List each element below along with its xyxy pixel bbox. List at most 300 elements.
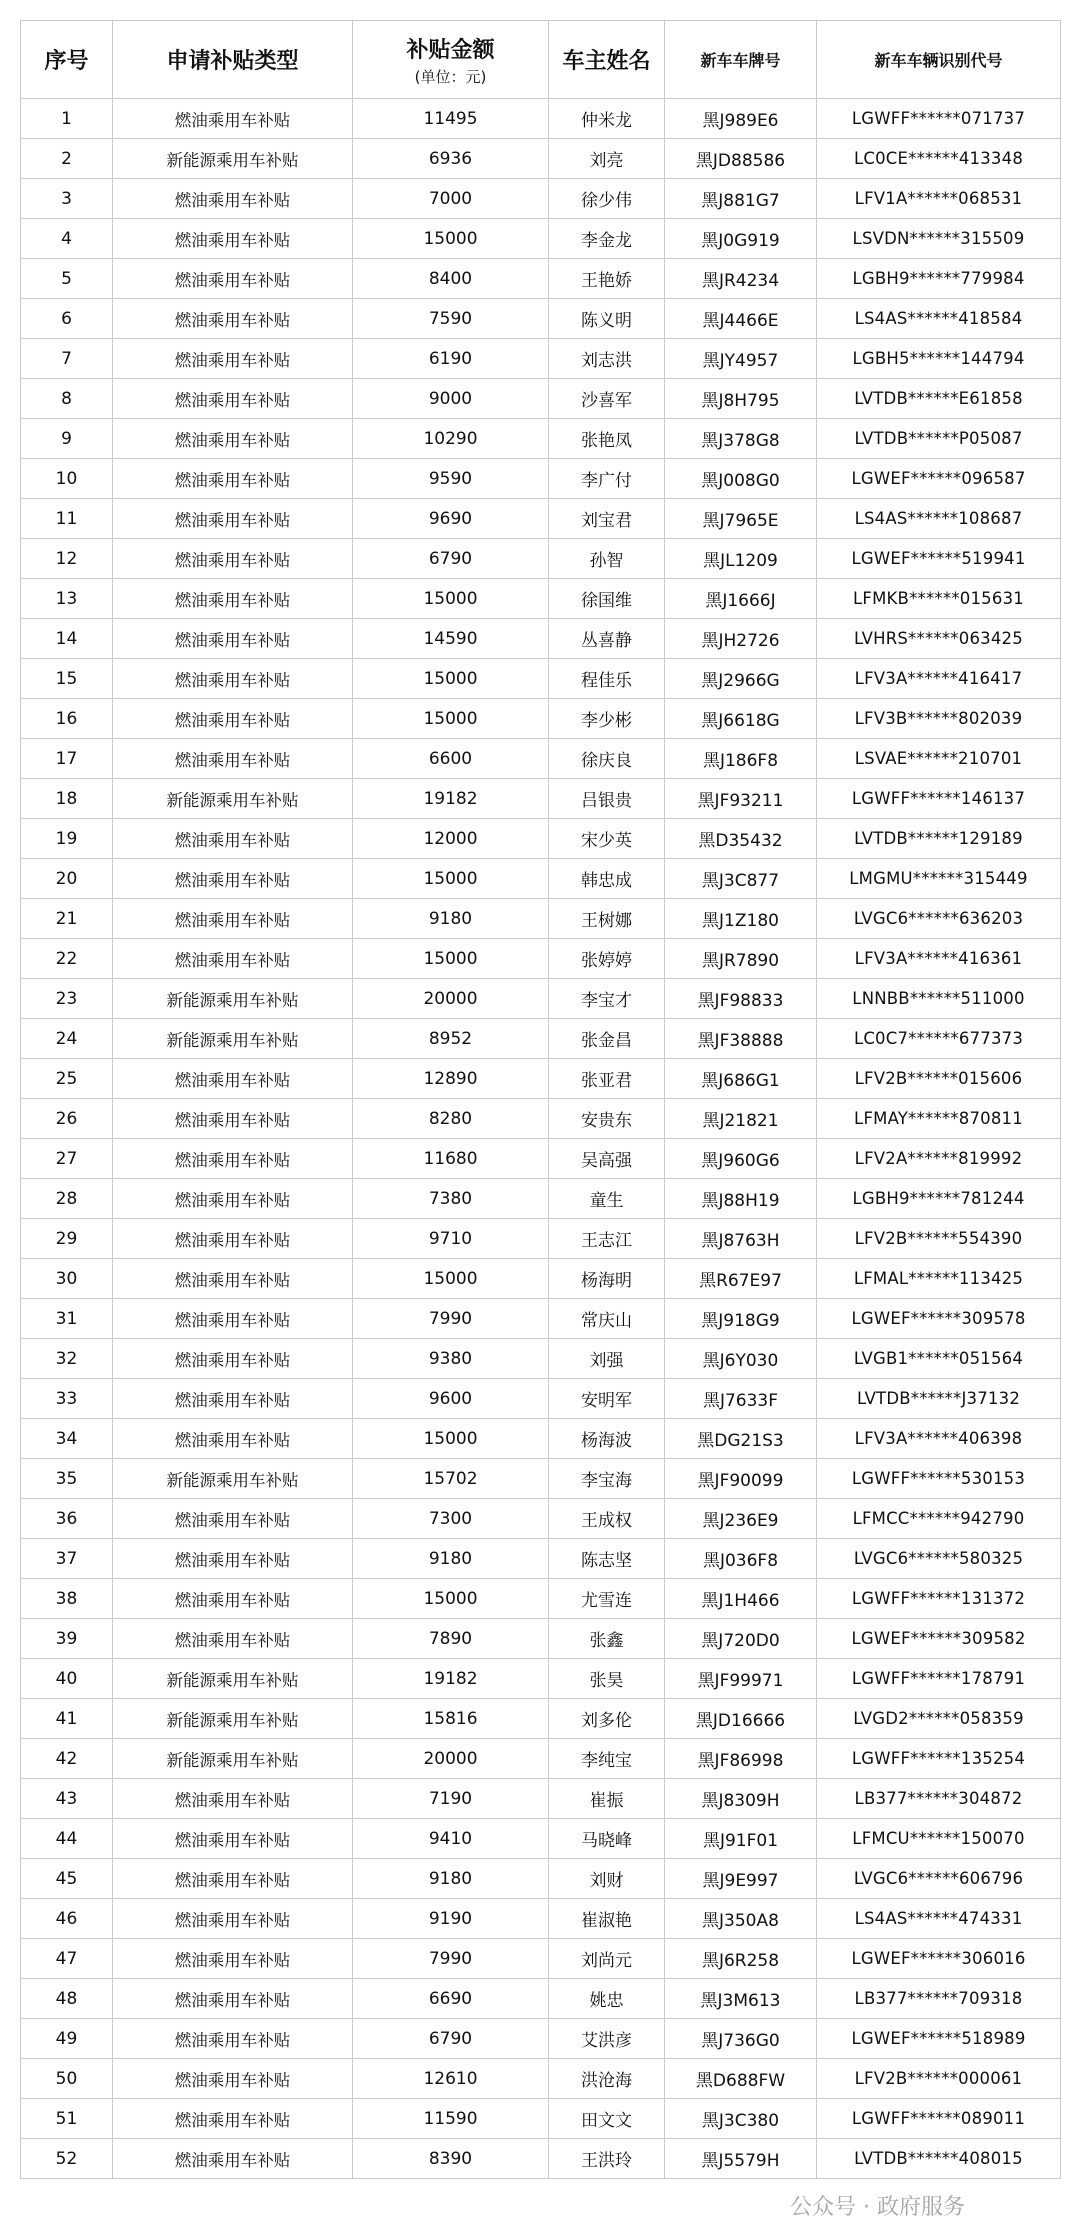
cell-subsidy-type: 新能源乘用车补贴	[113, 1019, 353, 1059]
cell-index: 39	[21, 1619, 113, 1659]
cell-plate: 黑J008G0	[665, 459, 817, 499]
cell-amount: 7890	[353, 1619, 549, 1659]
cell-subsidy-type: 燃油乘用车补贴	[113, 579, 353, 619]
header-amount	[353, 21, 549, 99]
table-row	[21, 1259, 1061, 1299]
cell-owner-name: 田文文	[549, 2099, 665, 2139]
cell-plate: 黑J8309H	[665, 1779, 817, 1819]
cell-vin: LSVDN******315509	[817, 219, 1061, 259]
cell-subsidy-type: 燃油乘用车补贴	[113, 1379, 353, 1419]
cell-owner-name: 程佳乐	[549, 659, 665, 699]
cell-subsidy-type: 燃油乘用车补贴	[113, 499, 353, 539]
cell-plate: 黑J6Y030	[665, 1339, 817, 1379]
cell-subsidy-type: 燃油乘用车补贴	[113, 899, 353, 939]
table-row	[21, 1099, 1061, 1139]
table-row	[21, 1219, 1061, 1259]
table-row	[21, 739, 1061, 779]
table-row	[21, 1059, 1061, 1099]
cell-plate: 黑R67E97	[665, 1259, 817, 1299]
cell-owner-name: 张昊	[549, 1659, 665, 1699]
cell-amount: 7590	[353, 299, 549, 339]
cell-plate: 黑J350A8	[665, 1899, 817, 1939]
cell-plate: 黑J186F8	[665, 739, 817, 779]
table-row	[21, 179, 1061, 219]
cell-vin: LNNBB******511000	[817, 979, 1061, 1019]
table-row	[21, 1979, 1061, 2019]
cell-index: 18	[21, 779, 113, 819]
cell-vin: LGBH9******781244	[817, 1179, 1061, 1219]
cell-owner-name: 常庆山	[549, 1299, 665, 1339]
cell-vin: LGWFF******131372	[817, 1579, 1061, 1619]
cell-index: 31	[21, 1299, 113, 1339]
cell-subsidy-type: 燃油乘用车补贴	[113, 339, 353, 379]
cell-amount: 15000	[353, 939, 549, 979]
cell-amount: 15000	[353, 579, 549, 619]
cell-vin: LFV2B******015606	[817, 1059, 1061, 1099]
cell-owner-name: 丛喜静	[549, 619, 665, 659]
cell-amount: 9690	[353, 499, 549, 539]
cell-plate: 黑J1H466	[665, 1579, 817, 1619]
cell-subsidy-type: 燃油乘用车补贴	[113, 379, 353, 419]
cell-plate: 黑JF86998	[665, 1739, 817, 1779]
table-row	[21, 699, 1061, 739]
cell-vin: LVGB1******051564	[817, 1339, 1061, 1379]
cell-plate: 黑J9E997	[665, 1859, 817, 1899]
cell-plate: 黑J7633F	[665, 1379, 817, 1419]
cell-owner-name: 吴高强	[549, 1139, 665, 1179]
cell-subsidy-type: 燃油乘用车补贴	[113, 1619, 353, 1659]
table-row	[21, 539, 1061, 579]
cell-plate: 黑J881G7	[665, 179, 817, 219]
cell-vin: LGWEF******096587	[817, 459, 1061, 499]
cell-plate: 黑D35432	[665, 819, 817, 859]
cell-index: 33	[21, 1379, 113, 1419]
cell-amount: 9180	[353, 1539, 549, 1579]
cell-plate: 黑J6618G	[665, 699, 817, 739]
cell-owner-name: 王艳娇	[549, 259, 665, 299]
cell-plate: 黑JR4234	[665, 259, 817, 299]
cell-owner-name: 张艳凤	[549, 419, 665, 459]
cell-amount: 15816	[353, 1699, 549, 1739]
cell-plate: 黑J3M613	[665, 1979, 817, 2019]
cell-subsidy-type: 燃油乘用车补贴	[113, 819, 353, 859]
cell-index: 35	[21, 1459, 113, 1499]
cell-plate: 黑JF98833	[665, 979, 817, 1019]
cell-owner-name: 张金昌	[549, 1019, 665, 1059]
table-header	[21, 21, 1061, 99]
cell-vin: LFV3A******406398	[817, 1419, 1061, 1459]
cell-plate: 黑JD88586	[665, 139, 817, 179]
cell-plate: 黑DG21S3	[665, 1419, 817, 1459]
cell-amount: 20000	[353, 979, 549, 1019]
table-row	[21, 579, 1061, 619]
table-row	[21, 1139, 1061, 1179]
cell-amount: 8952	[353, 1019, 549, 1059]
watermark-text: 公众号 · 政府服务	[790, 2195, 965, 2220]
cell-index: 6	[21, 299, 113, 339]
cell-vin: LS4AS******108687	[817, 499, 1061, 539]
cell-vin: LFV3B******802039	[817, 699, 1061, 739]
cell-subsidy-type: 燃油乘用车补贴	[113, 1099, 353, 1139]
cell-index: 24	[21, 1019, 113, 1059]
cell-plate: 黑J686G1	[665, 1059, 817, 1099]
cell-owner-name: 李纯宝	[549, 1739, 665, 1779]
header-type: 申请补贴类型	[113, 21, 353, 99]
cell-index: 32	[21, 1339, 113, 1379]
cell-index: 29	[21, 1219, 113, 1259]
cell-subsidy-type: 燃油乘用车补贴	[113, 219, 353, 259]
cell-subsidy-type: 燃油乘用车补贴	[113, 1299, 353, 1339]
cell-amount: 9000	[353, 379, 549, 419]
cell-subsidy-type: 新能源乘用车补贴	[113, 1739, 353, 1779]
cell-owner-name: 徐庆良	[549, 739, 665, 779]
cell-owner-name: 崔淑艳	[549, 1899, 665, 1939]
cell-vin: LB377******709318	[817, 1979, 1061, 2019]
cell-vin: LVGC6******606796	[817, 1859, 1061, 1899]
cell-vin: LS4AS******418584	[817, 299, 1061, 339]
cell-owner-name: 沙喜军	[549, 379, 665, 419]
cell-vin: LGWFF******178791	[817, 1659, 1061, 1699]
cell-amount: 12890	[353, 1059, 549, 1099]
table-row	[21, 259, 1061, 299]
cell-owner-name: 尤雪连	[549, 1579, 665, 1619]
cell-amount: 9590	[353, 459, 549, 499]
table-row	[21, 1899, 1061, 1939]
header-index: 序号	[21, 21, 113, 99]
cell-amount: 6790	[353, 2019, 549, 2059]
cell-amount: 11680	[353, 1139, 549, 1179]
cell-vin: LGWEF******518989	[817, 2019, 1061, 2059]
cell-index: 11	[21, 499, 113, 539]
table-row	[21, 1419, 1061, 1459]
cell-subsidy-type: 燃油乘用车补贴	[113, 2099, 353, 2139]
cell-subsidy-type: 燃油乘用车补贴	[113, 1779, 353, 1819]
cell-vin: LMGMU******315449	[817, 859, 1061, 899]
table-row	[21, 2019, 1061, 2059]
cell-subsidy-type: 燃油乘用车补贴	[113, 1859, 353, 1899]
cell-subsidy-type: 燃油乘用车补贴	[113, 1579, 353, 1619]
table-row	[21, 1619, 1061, 1659]
cell-owner-name: 张婷婷	[549, 939, 665, 979]
cell-plate: 黑J918G9	[665, 1299, 817, 1339]
cell-plate: 黑J736G0	[665, 2019, 817, 2059]
cell-plate: 黑JF90099	[665, 1459, 817, 1499]
cell-owner-name: 艾洪彦	[549, 2019, 665, 2059]
cell-index: 38	[21, 1579, 113, 1619]
cell-owner-name: 杨海明	[549, 1259, 665, 1299]
cell-index: 40	[21, 1659, 113, 1699]
cell-vin: LFV3A******416361	[817, 939, 1061, 979]
cell-owner-name: 刘多伦	[549, 1699, 665, 1739]
cell-index: 26	[21, 1099, 113, 1139]
cell-owner-name: 王树娜	[549, 899, 665, 939]
cell-owner-name: 姚忠	[549, 1979, 665, 2019]
header-row	[21, 21, 1061, 99]
cell-plate: 黑J3C877	[665, 859, 817, 899]
cell-plate: 黑J4466E	[665, 299, 817, 339]
cell-owner-name: 李宝才	[549, 979, 665, 1019]
cell-owner-name: 刘亮	[549, 139, 665, 179]
cell-amount: 11590	[353, 2099, 549, 2139]
table-row	[21, 619, 1061, 659]
cell-amount: 6600	[353, 739, 549, 779]
subsidy-list-sheet	[20, 20, 1060, 2179]
cell-owner-name: 王洪玲	[549, 2139, 665, 2179]
cell-owner-name: 李广付	[549, 459, 665, 499]
cell-amount: 9180	[353, 1859, 549, 1899]
cell-index: 37	[21, 1539, 113, 1579]
cell-amount: 7380	[353, 1179, 549, 1219]
subsidy-table	[20, 20, 1061, 2179]
cell-owner-name: 安贵东	[549, 1099, 665, 1139]
table-row	[21, 1859, 1061, 1899]
table-row	[21, 1939, 1061, 1979]
cell-index: 52	[21, 2139, 113, 2179]
cell-index: 43	[21, 1779, 113, 1819]
cell-subsidy-type: 燃油乘用车补贴	[113, 859, 353, 899]
header-amount-label: 补贴金额	[406, 37, 495, 63]
cell-index: 3	[21, 179, 113, 219]
cell-plate: 黑J989E6	[665, 99, 817, 139]
cell-plate: 黑J8H795	[665, 379, 817, 419]
table-row	[21, 779, 1061, 819]
table-row	[21, 2139, 1061, 2179]
cell-index: 51	[21, 2099, 113, 2139]
cell-vin: LGBH9******779984	[817, 259, 1061, 299]
cell-index: 22	[21, 939, 113, 979]
cell-subsidy-type: 燃油乘用车补贴	[113, 1539, 353, 1579]
cell-subsidy-type: 燃油乘用车补贴	[113, 699, 353, 739]
cell-subsidy-type: 新能源乘用车补贴	[113, 1699, 353, 1739]
cell-owner-name: 孙智	[549, 539, 665, 579]
cell-plate: 黑J7965E	[665, 499, 817, 539]
cell-vin: LVTDB******408015	[817, 2139, 1061, 2179]
cell-plate: 黑J036F8	[665, 1539, 817, 1579]
cell-amount: 15000	[353, 219, 549, 259]
cell-subsidy-type: 燃油乘用车补贴	[113, 459, 353, 499]
cell-amount: 8400	[353, 259, 549, 299]
cell-owner-name: 李宝海	[549, 1459, 665, 1499]
cell-index: 41	[21, 1699, 113, 1739]
cell-vin: LFV3A******416417	[817, 659, 1061, 699]
cell-index: 16	[21, 699, 113, 739]
cell-plate: 黑J8763H	[665, 1219, 817, 1259]
cell-vin: LB377******304872	[817, 1779, 1061, 1819]
header-amount-unit: (单位：元)	[414, 67, 487, 86]
cell-plate: 黑J3C380	[665, 2099, 817, 2139]
cell-amount: 10290	[353, 419, 549, 459]
cell-plate: 黑J91F01	[665, 1819, 817, 1859]
table-row	[21, 339, 1061, 379]
cell-vin: LFMAL******113425	[817, 1259, 1061, 1299]
cell-owner-name: 安明军	[549, 1379, 665, 1419]
cell-subsidy-type: 新能源乘用车补贴	[113, 139, 353, 179]
cell-amount: 15000	[353, 859, 549, 899]
cell-amount: 9180	[353, 899, 549, 939]
cell-owner-name: 洪沧海	[549, 2059, 665, 2099]
cell-index: 45	[21, 1859, 113, 1899]
cell-plate: 黑J1666J	[665, 579, 817, 619]
table-row	[21, 1339, 1061, 1379]
table-row	[21, 499, 1061, 539]
cell-vin: LGWFF******089011	[817, 2099, 1061, 2139]
cell-vin: LGWEF******306016	[817, 1939, 1061, 1979]
cell-plate: 黑JY4957	[665, 339, 817, 379]
cell-subsidy-type: 燃油乘用车补贴	[113, 1819, 353, 1859]
table-row	[21, 419, 1061, 459]
cell-subsidy-type: 燃油乘用车补贴	[113, 2139, 353, 2179]
cell-owner-name: 马晓峰	[549, 1819, 665, 1859]
cell-index: 28	[21, 1179, 113, 1219]
cell-plate: 黑JL1209	[665, 539, 817, 579]
table-row	[21, 219, 1061, 259]
cell-subsidy-type: 燃油乘用车补贴	[113, 1979, 353, 2019]
cell-subsidy-type: 燃油乘用车补贴	[113, 1939, 353, 1979]
cell-owner-name: 徐少伟	[549, 179, 665, 219]
cell-subsidy-type: 燃油乘用车补贴	[113, 539, 353, 579]
cell-subsidy-type: 燃油乘用车补贴	[113, 2019, 353, 2059]
cell-owner-name: 刘宝君	[549, 499, 665, 539]
table-row	[21, 1379, 1061, 1419]
cell-subsidy-type: 燃油乘用车补贴	[113, 299, 353, 339]
cell-amount: 15000	[353, 1259, 549, 1299]
cell-owner-name: 刘财	[549, 1859, 665, 1899]
cell-index: 10	[21, 459, 113, 499]
cell-vin: LFV2B******554390	[817, 1219, 1061, 1259]
cell-index: 42	[21, 1739, 113, 1779]
cell-subsidy-type: 新能源乘用车补贴	[113, 1659, 353, 1699]
cell-plate: 黑JF99971	[665, 1659, 817, 1699]
cell-index: 5	[21, 259, 113, 299]
cell-index: 19	[21, 819, 113, 859]
cell-subsidy-type: 燃油乘用车补贴	[113, 619, 353, 659]
cell-vin: LVTDB******J37132	[817, 1379, 1061, 1419]
cell-owner-name: 刘志洪	[549, 339, 665, 379]
cell-plate: 黑J236E9	[665, 1499, 817, 1539]
cell-amount: 6936	[353, 139, 549, 179]
table-row	[21, 1699, 1061, 1739]
cell-index: 1	[21, 99, 113, 139]
cell-index: 20	[21, 859, 113, 899]
cell-vin: LFMKB******015631	[817, 579, 1061, 619]
cell-index: 48	[21, 1979, 113, 2019]
cell-vin: LGWFF******135254	[817, 1739, 1061, 1779]
cell-subsidy-type: 燃油乘用车补贴	[113, 939, 353, 979]
cell-index: 50	[21, 2059, 113, 2099]
cell-amount: 8280	[353, 1099, 549, 1139]
cell-vin: LGBH5******144794	[817, 339, 1061, 379]
table-row	[21, 859, 1061, 899]
cell-plate: 黑J720D0	[665, 1619, 817, 1659]
cell-subsidy-type: 燃油乘用车补贴	[113, 179, 353, 219]
table-body	[21, 99, 1061, 2179]
cell-plate: 黑J960G6	[665, 1139, 817, 1179]
cell-owner-name: 李少彬	[549, 699, 665, 739]
cell-amount: 11495	[353, 99, 549, 139]
cell-subsidy-type: 燃油乘用车补贴	[113, 1219, 353, 1259]
table-row	[21, 1539, 1061, 1579]
cell-owner-name: 张鑫	[549, 1619, 665, 1659]
cell-amount: 7000	[353, 179, 549, 219]
cell-vin: LSVAE******210701	[817, 739, 1061, 779]
cell-subsidy-type: 燃油乘用车补贴	[113, 1059, 353, 1099]
header-plate: 新车车牌号	[665, 21, 817, 99]
table-row	[21, 1019, 1061, 1059]
cell-vin: LC0C7******677373	[817, 1019, 1061, 1059]
cell-vin: LVHRS******063425	[817, 619, 1061, 659]
cell-amount: 8390	[353, 2139, 549, 2179]
cell-subsidy-type: 燃油乘用车补贴	[113, 739, 353, 779]
cell-vin: LVGC6******580325	[817, 1539, 1061, 1579]
cell-index: 49	[21, 2019, 113, 2059]
cell-amount: 12610	[353, 2059, 549, 2099]
cell-vin: LVGC6******636203	[817, 899, 1061, 939]
cell-subsidy-type: 燃油乘用车补贴	[113, 259, 353, 299]
cell-amount: 9600	[353, 1379, 549, 1419]
table-row	[21, 819, 1061, 859]
table-row	[21, 1299, 1061, 1339]
cell-index: 23	[21, 979, 113, 1019]
cell-plate: 黑D688FW	[665, 2059, 817, 2099]
cell-plate: 黑J1Z180	[665, 899, 817, 939]
cell-amount: 7990	[353, 1939, 549, 1979]
cell-vin: LVTDB******P05087	[817, 419, 1061, 459]
cell-owner-name: 李金龙	[549, 219, 665, 259]
cell-amount: 19182	[353, 779, 549, 819]
cell-amount: 12000	[353, 819, 549, 859]
cell-owner-name: 吕银贵	[549, 779, 665, 819]
cell-index: 44	[21, 1819, 113, 1859]
cell-owner-name: 王成权	[549, 1499, 665, 1539]
cell-owner-name: 宋少英	[549, 819, 665, 859]
cell-index: 36	[21, 1499, 113, 1539]
table-row	[21, 1659, 1061, 1699]
cell-vin: LFMAY******870811	[817, 1099, 1061, 1139]
cell-vin: LVTDB******E61858	[817, 379, 1061, 419]
cell-plate: 黑J88H19	[665, 1179, 817, 1219]
cell-plate: 黑JR7890	[665, 939, 817, 979]
cell-owner-name: 韩忠成	[549, 859, 665, 899]
cell-owner-name: 陈义明	[549, 299, 665, 339]
cell-index: 8	[21, 379, 113, 419]
table-row	[21, 899, 1061, 939]
cell-subsidy-type: 燃油乘用车补贴	[113, 659, 353, 699]
cell-index: 4	[21, 219, 113, 259]
cell-subsidy-type: 新能源乘用车补贴	[113, 779, 353, 819]
cell-amount: 7990	[353, 1299, 549, 1339]
cell-plate: 黑J21821	[665, 1099, 817, 1139]
cell-plate: 黑J5579H	[665, 2139, 817, 2179]
cell-index: 17	[21, 739, 113, 779]
cell-plate: 黑JH2726	[665, 619, 817, 659]
cell-vin: LVGD2******058359	[817, 1699, 1061, 1739]
cell-vin: LC0CE******413348	[817, 139, 1061, 179]
table-row	[21, 1779, 1061, 1819]
cell-index: 14	[21, 619, 113, 659]
cell-index: 25	[21, 1059, 113, 1099]
cell-amount: 7300	[353, 1499, 549, 1539]
cell-index: 46	[21, 1899, 113, 1939]
cell-vin: LVTDB******129189	[817, 819, 1061, 859]
cell-subsidy-type: 燃油乘用车补贴	[113, 1179, 353, 1219]
cell-subsidy-type: 新能源乘用车补贴	[113, 1459, 353, 1499]
cell-amount: 9380	[353, 1339, 549, 1379]
cell-owner-name: 刘尚元	[549, 1939, 665, 1979]
cell-subsidy-type: 燃油乘用车补贴	[113, 1499, 353, 1539]
cell-vin: LFV2B******000061	[817, 2059, 1061, 2099]
table-row	[21, 139, 1061, 179]
cell-index: 15	[21, 659, 113, 699]
